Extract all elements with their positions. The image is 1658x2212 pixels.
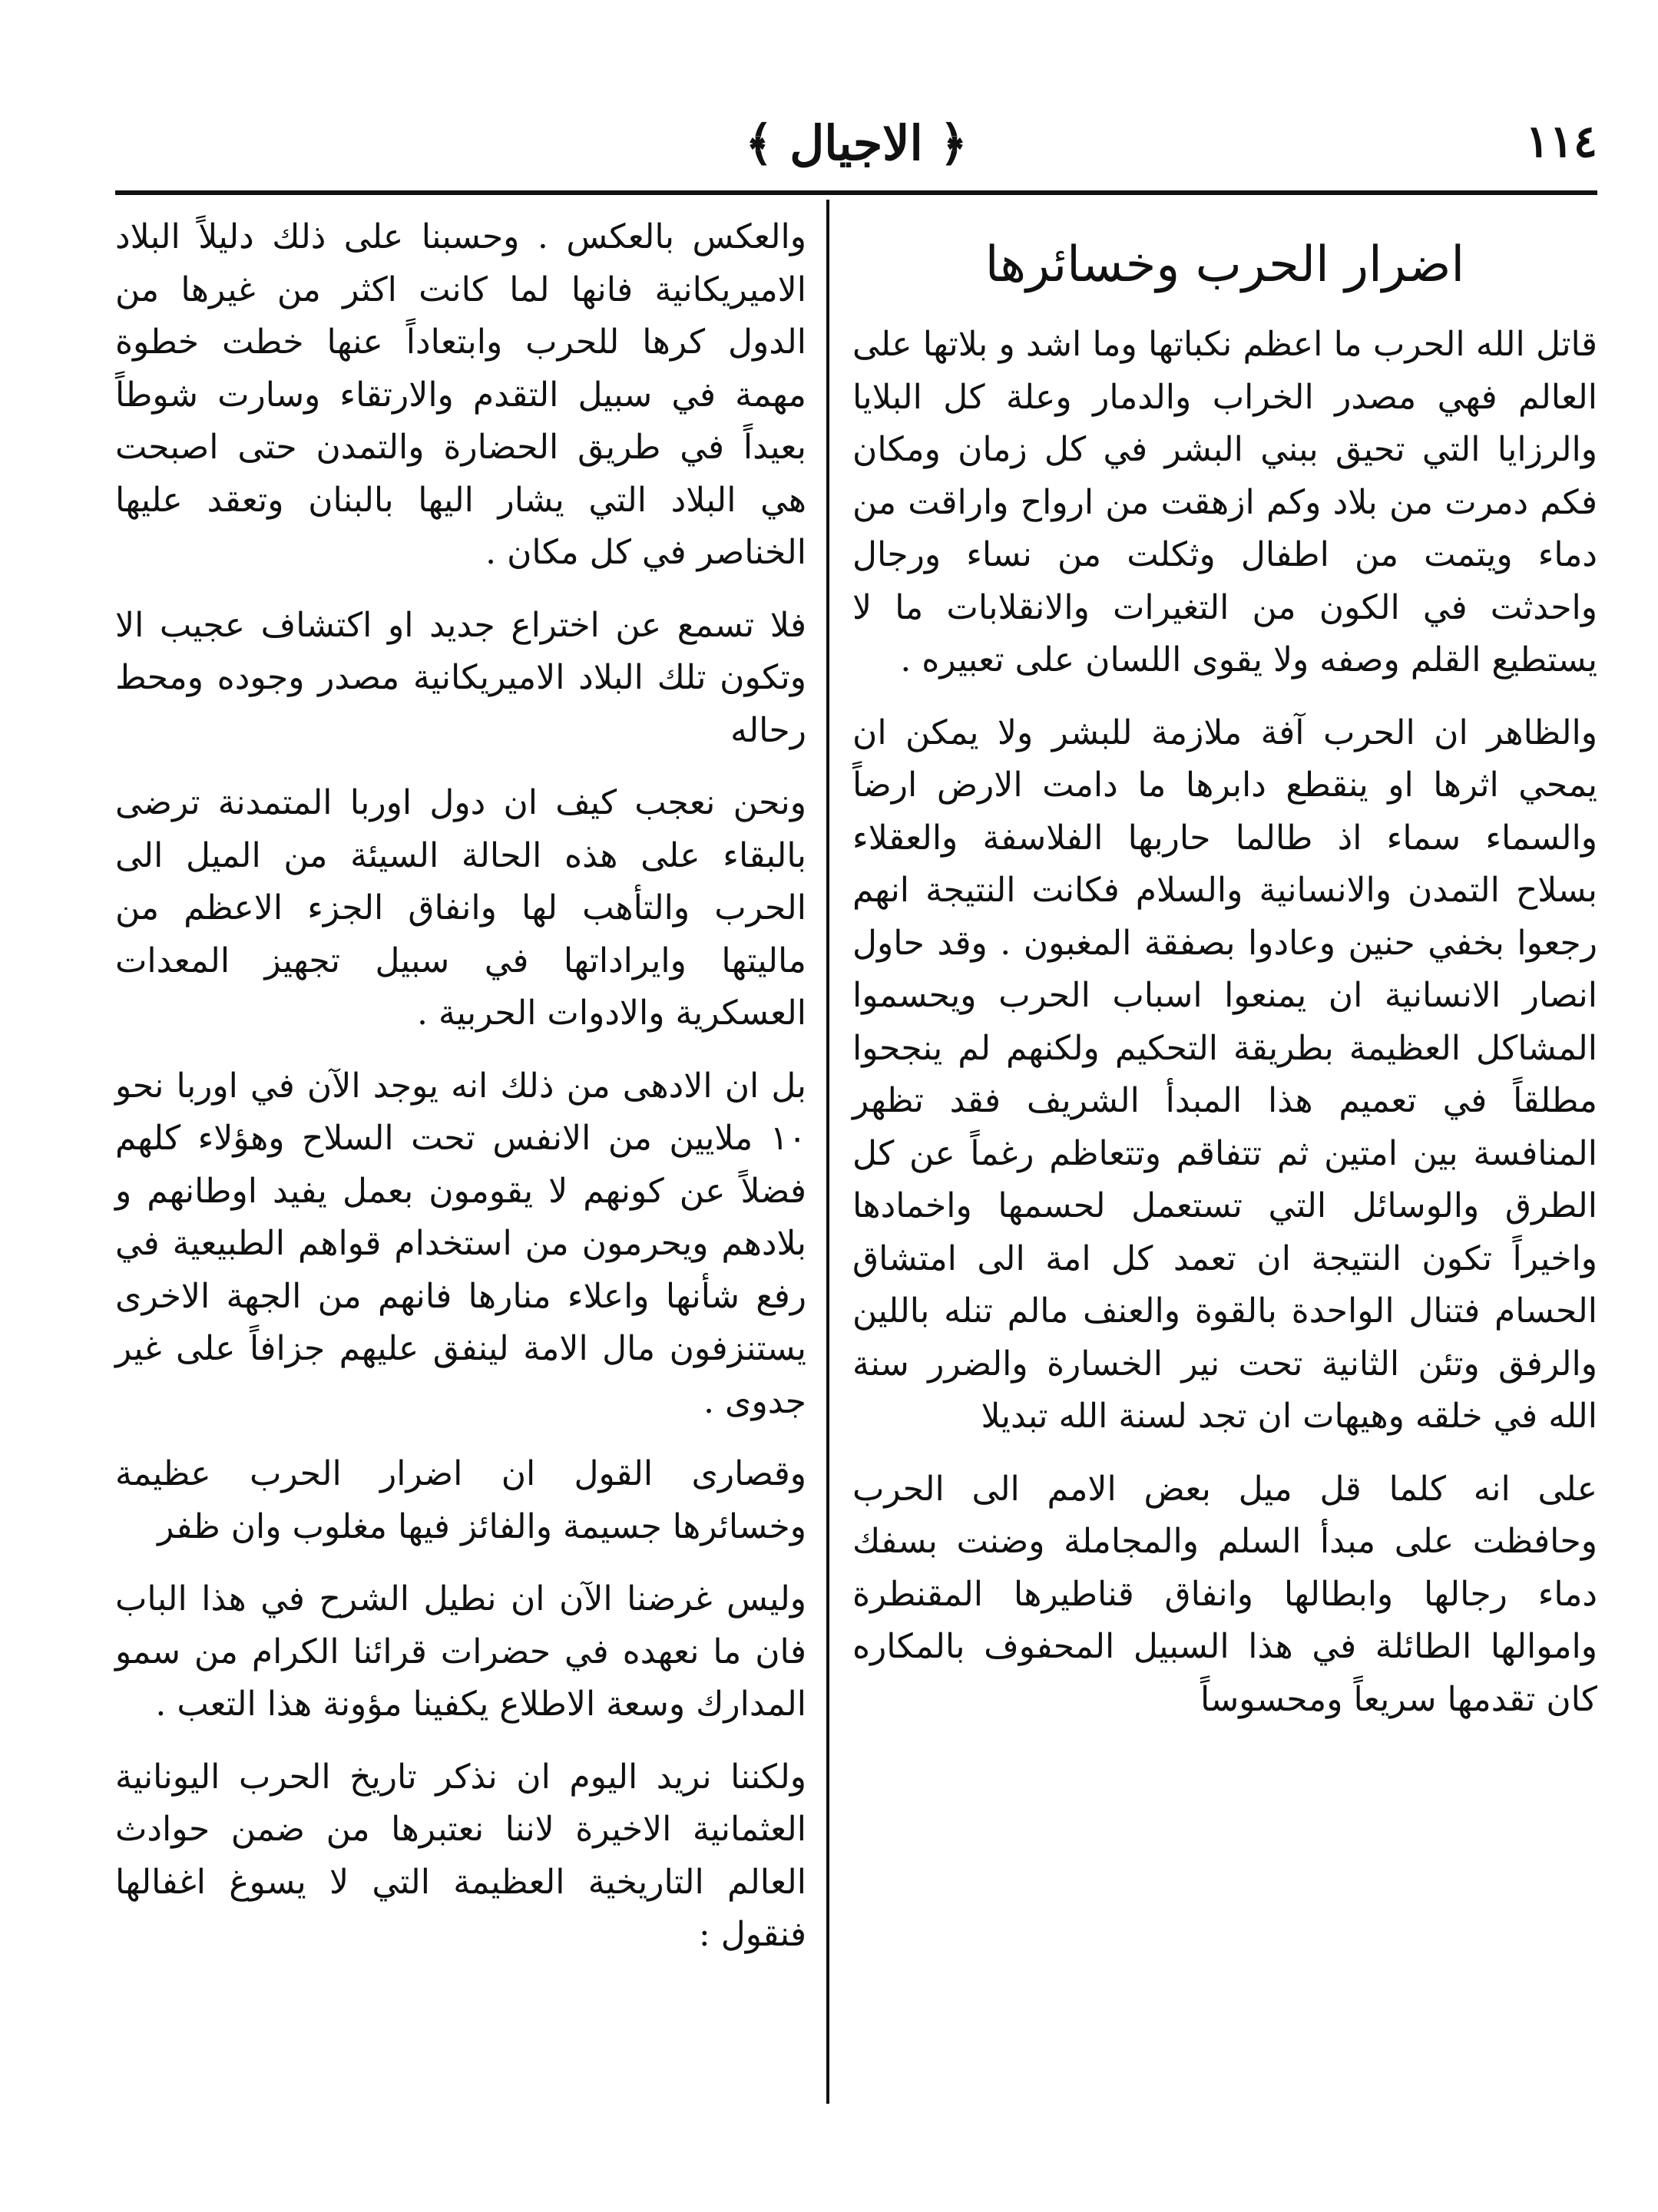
right-column [852, 211, 1597, 1746]
paragraph: والظاهر ان الحرب آفة ملازمة للبشر ولا يمكن ان يمحي اثرها او ينقطع دابرها ما دامت الارض ارضاً والسماء سماء اذ طالما حاربها الفلاسفة والعقلاء بسلاح التمدن والانسانية والسلام فكانت النتيجة انهم رجعوا بخفي حنين وعادوا بصفقة المغبون . وقد حاول انصار الانسانية ان يمنعوا اسباب الحرب ويحسموا المشاكل العظيمة بطريقة التحكيم ولكنهم لم ينجحوا مطلقاً في تعميم هذا المبدأ الشريف فقد تظهر المنافسة بين امتين ثم تتفاقم وتتعاظم رغماً عن كل الطرق والوسائل التي تستعمل لحسمها واخمادها واخيراً تكون النتيجة ان تعمد كل امة الى امتشاق الحسام فتنال الواحدة بالقوة والعنف مالم تنله باللين والرفق وتئن الثانية تحت نير الخسارة والضرر سنة الله في خلقه وهيهات ان تجد لسنة الله تبديلا [852, 713, 1597, 1436]
article-title: اضرار الحرب وخسائرها [985, 236, 1465, 293]
page-number: ١١٤ [1525, 115, 1597, 167]
running-title: ﴿ الاجيال ﴾ [745, 115, 968, 171]
left-column [115, 211, 806, 1982]
page-header [115, 115, 1597, 192]
paragraph: قاتل الله الحرب ما اعظم نكباتها وما اشد و بلاتها على العالم فهي مصدر الخراب والدمار وعلة كل البلايا والرزايا التي تحيق ببني البشر في كل زمان ومكان فكم دمرت من بلاد وكم ازهقت من ارواح واراقت من دماء ويتمت من اطفال وثكلت من نساء ورجال واحدثت في الكون من التغيرات والانقلابات ما لا يستطيع القلم وصفه ولا يقوى اللسان على تعبيره . [852, 325, 1597, 679]
paragraph: ولكننا نريد اليوم ان نذكر تاريخ الحرب اليونانية العثمانية الاخيرة لاننا نعتبرها من ضمن حوادث العالم التاريخية العظيمة التي لا يسوغ اغفالها فنقول : [115, 1757, 806, 1954]
paragraph: وليس غرضنا الآن ان نطيل الشرح في هذا الباب فان ما نعهده في حضرات قرائنا الكرام من سمو المدارك وسعة الاطلاع يكفينا مؤونة هذا التعب . [115, 1579, 806, 1724]
paragraph: ونحن نعجب كيف ان دول اوربا المتمدنة ترضى بالبقاء على هذه الحالة السيئة من الميل الى الحرب والتأهب لها وانفاق الجزء الاعظم من ماليتها وايراداتها في سبيل تجهيز المعدات العسكرية والادوات الحربية . [115, 783, 806, 1033]
paragraph: والعكس بالعكس . وحسبنا على ذلك دليلاً البلاد الاميريكانية فانها لما كانت اكثر من غيرها من الدول كرها للحرب وابتعاداً عنها خطت خطوة مهمة في سبيل التقدم والارتقاء وسارت شوطاً بعيداً في طريق الحضارة والتمدن حتى اصبحت هي البلاد التي يشار اليها بالبنان وتعقد عليها الخناصر في كل مكان . [115, 217, 806, 572]
paragraph: وقصارى القول ان اضرار الحرب عظيمة وخسائرها جسيمة والفائز فيها مغلوب وان ظفر [115, 1454, 806, 1546]
paragraph: فلا تسمع عن اختراع جديد او اكتشاف عجيب الا وتكون تلك البلاد الاميريكانية مصدر وجوده ومحط رحاله [115, 605, 806, 750]
paragraph: على انه كلما قل ميل بعض الامم الى الحرب وحافظت على مبدأ السلم والمجاملة وضنت بسفك دماء رجالها وابطالها وانفاق قناطيرها المقنطرة واموالها الطائلة في هذا السبيل المحفوف بالمكاره كان تقدمها سريعاً ومحسوساً [852, 1469, 1597, 1719]
paragraph: بل ان الادهى من ذلك انه يوجد الآن في اوربا نحو ١٠ ملايين من الانفس تحت السلاح وهؤلاء كلهم فضلاً عن كونهم لا يقومون بعمل يفيد اوطانهم و بلادهم ويحرمون من استخدام قواهم الطبيعية في رفع شأنها واعلاء منارها فانهم من الجهة الاخرى يستنزفون مال الامة لينفق عليهم جزافاً على غير جدوى . [115, 1066, 806, 1421]
column-divider [826, 200, 829, 2104]
header-rule [115, 190, 1597, 195]
